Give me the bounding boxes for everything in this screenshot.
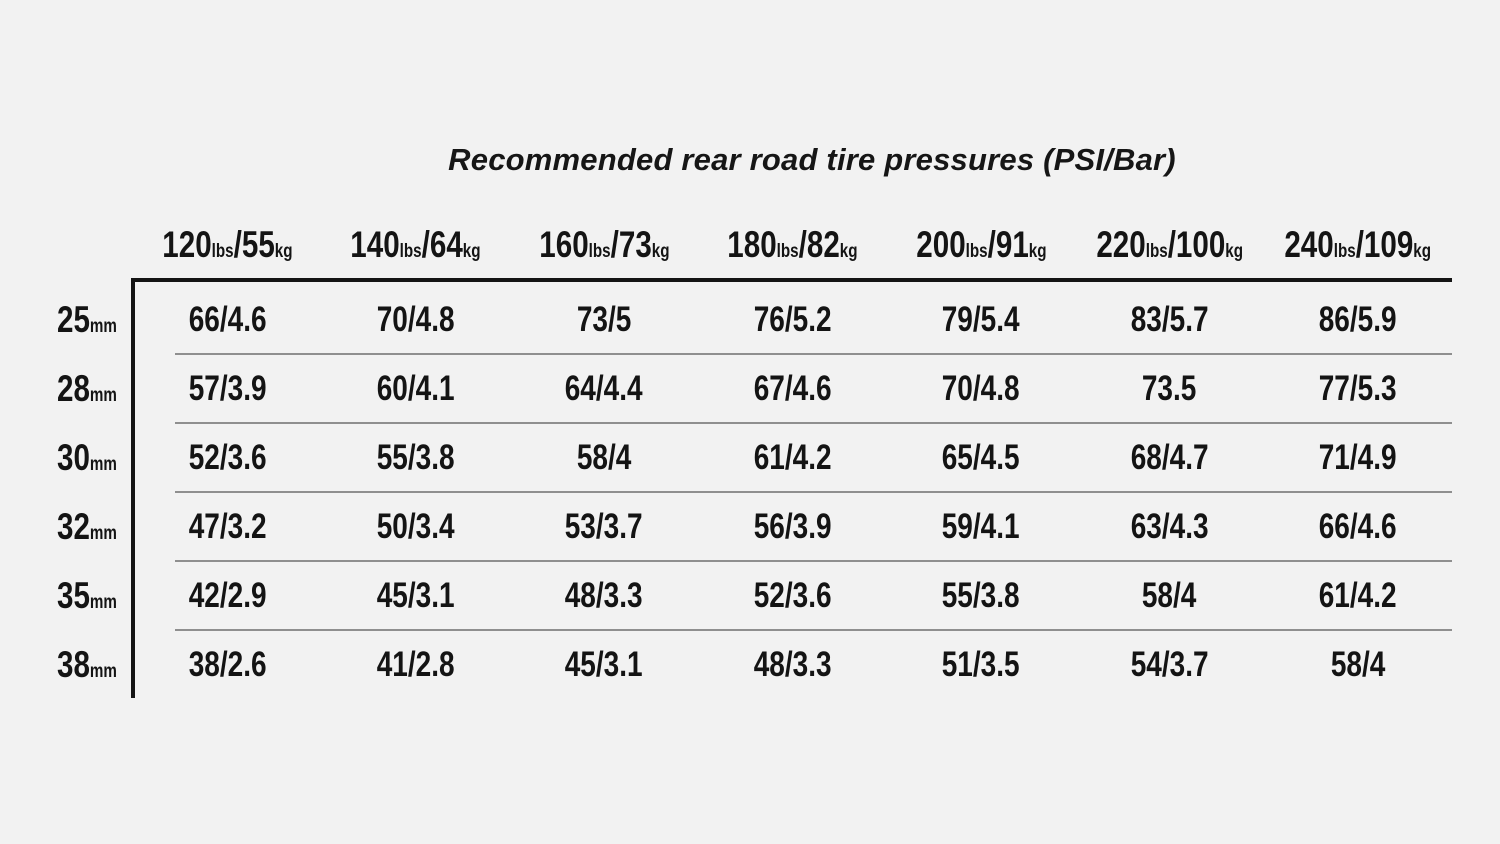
weight-kg-value: 55 [241,224,275,265]
pressure-cell: 71/4.9 [1318,437,1397,477]
kg-unit: kg [839,241,858,262]
lbs-unit: lbs [1333,241,1356,262]
pressure-cell: 63/4.3 [1130,506,1209,546]
kg-unit: kg [651,241,670,262]
pressure-cell: 67/4.6 [753,368,832,408]
column-header-row [40,200,1452,278]
column-header-140lbs [321,224,509,278]
table-row-25mm [40,286,1452,353]
row-header-30mm [40,437,133,479]
pressure-cell: 38/2.6 [188,644,267,684]
pressure-cell: 55/3.8 [941,575,1020,615]
tire-width-value: 28 [57,367,90,409]
pressure-cell: 86/5.9 [1318,299,1397,339]
column-header-220lbs [1075,224,1263,278]
pressure-cell: 50/3.4 [376,506,455,546]
table-row-32mm [40,493,1452,560]
table-row-38mm [40,631,1452,698]
pressure-cell: 76/5.2 [753,299,832,339]
lbs-unit: lbs [588,241,611,262]
row-header-28mm [40,368,133,410]
pressure-cell: 65/4.5 [941,437,1020,477]
slash: / [1355,224,1364,265]
slash: / [987,224,996,265]
weight-kg-value: 64 [430,224,463,265]
mm-unit: mm [89,315,117,337]
weight-lbs-value: 140 [350,224,400,265]
pressure-cell: 53/3.7 [565,506,643,546]
weight-lbs-value: 220 [1095,224,1146,265]
pressure-cell: 52/3.6 [753,575,832,615]
chart-title: Recommended rear road tire pressures (PSI/Bar) [448,142,1176,177]
pressure-cell: 57/3.9 [188,368,267,408]
column-header-200lbs [887,224,1075,278]
pressure-cell: 64/4.4 [565,368,643,408]
kg-unit: kg [463,241,481,262]
pressure-cell: 70/4.8 [941,368,1020,408]
slash: / [233,224,242,265]
mm-unit: mm [89,384,117,406]
lbs-unit: lbs [776,241,799,262]
pressure-cell: 58/4 [576,437,632,477]
pressure-cell: 58/4 [1142,575,1197,615]
row-header-38mm [40,644,133,686]
weight-kg-value: 100 [1175,224,1225,265]
pressure-cell: 48/3.3 [565,575,643,615]
mm-unit: mm [89,660,117,682]
pressure-cell: 45/3.1 [376,575,455,615]
pressure-cell: 73/5 [576,299,632,339]
lbs-unit: lbs [211,241,234,262]
column-header-180lbs [698,224,886,278]
pressure-cell: 54/3.7 [1130,644,1209,684]
slash: / [610,224,619,265]
kg-unit: kg [1224,241,1243,262]
pressure-cell: 42/2.9 [188,575,267,615]
tire-width-value: 25 [57,298,90,340]
pressure-cell: 70/4.8 [376,299,455,339]
weight-kg-value: 91 [995,224,1029,265]
pressure-cell: 58/4 [1330,644,1386,684]
table-top-rule [131,278,1452,282]
pressure-cell: 77/5.3 [1318,368,1397,408]
table-row-35mm [40,562,1452,629]
pressure-cell: 66/4.6 [188,299,267,339]
pressure-cell: 68/4.7 [1130,437,1209,477]
lbs-unit: lbs [965,241,988,262]
slash: / [798,224,807,265]
weight-lbs-value: 160 [538,224,589,265]
pressure-cell: 47/3.2 [188,506,267,546]
pressure-table [40,200,1452,698]
table-row-30mm [40,424,1452,491]
weight-lbs-value: 180 [727,224,777,265]
column-header-160lbs [510,224,698,278]
pressure-cell: 73.5 [1142,368,1197,408]
pressure-cell: 60/4.1 [376,368,455,408]
row-header-32mm [40,506,133,548]
pressure-cell: 61/4.2 [753,437,832,477]
weight-lbs-value: 240 [1284,224,1334,265]
table-body [40,278,1452,698]
table-left-rule [131,278,135,698]
weight-kg-value: 109 [1363,224,1414,265]
kg-unit: kg [274,241,293,262]
column-header-120lbs [133,224,321,278]
row-header-25mm [40,299,133,341]
weight-kg-value: 73 [618,224,652,265]
slash: / [421,224,431,265]
weight-lbs-value: 200 [915,224,966,265]
pressure-cell: 51/3.5 [941,644,1020,684]
kg-unit: kg [1028,241,1047,262]
weight-kg-value: 82 [806,224,840,265]
kg-unit: kg [1413,241,1432,262]
pressure-cell: 52/3.6 [188,437,267,477]
mm-unit: mm [89,453,117,475]
pressure-cell: 66/4.6 [1318,506,1397,546]
column-header-240lbs [1264,224,1452,278]
header-corner-spacer [40,266,133,278]
tire-width-value: 30 [57,436,90,478]
pressure-cell: 41/2.8 [376,644,455,684]
lbs-unit: lbs [1145,241,1168,262]
pressure-cell: 61/4.2 [1318,575,1397,615]
tire-width-value: 38 [57,643,90,685]
mm-unit: mm [89,591,117,613]
weight-lbs-value: 120 [162,224,212,265]
row-header-35mm [40,575,133,617]
slash: / [1167,224,1176,265]
mm-unit: mm [89,522,117,544]
pressure-cell: 79/5.4 [941,299,1020,339]
pressure-cell: 59/4.1 [941,506,1020,546]
tire-width-value: 35 [57,574,90,616]
tire-width-value: 32 [57,505,90,547]
pressure-cell: 45/3.1 [565,644,643,684]
pressure-cell: 48/3.3 [753,644,832,684]
pressure-cell: 56/3.9 [753,506,832,546]
pressure-cell: 83/5.7 [1130,299,1209,339]
pressure-cell: 55/3.8 [376,437,455,477]
lbs-unit: lbs [399,241,422,262]
table-row-28mm [40,355,1452,422]
